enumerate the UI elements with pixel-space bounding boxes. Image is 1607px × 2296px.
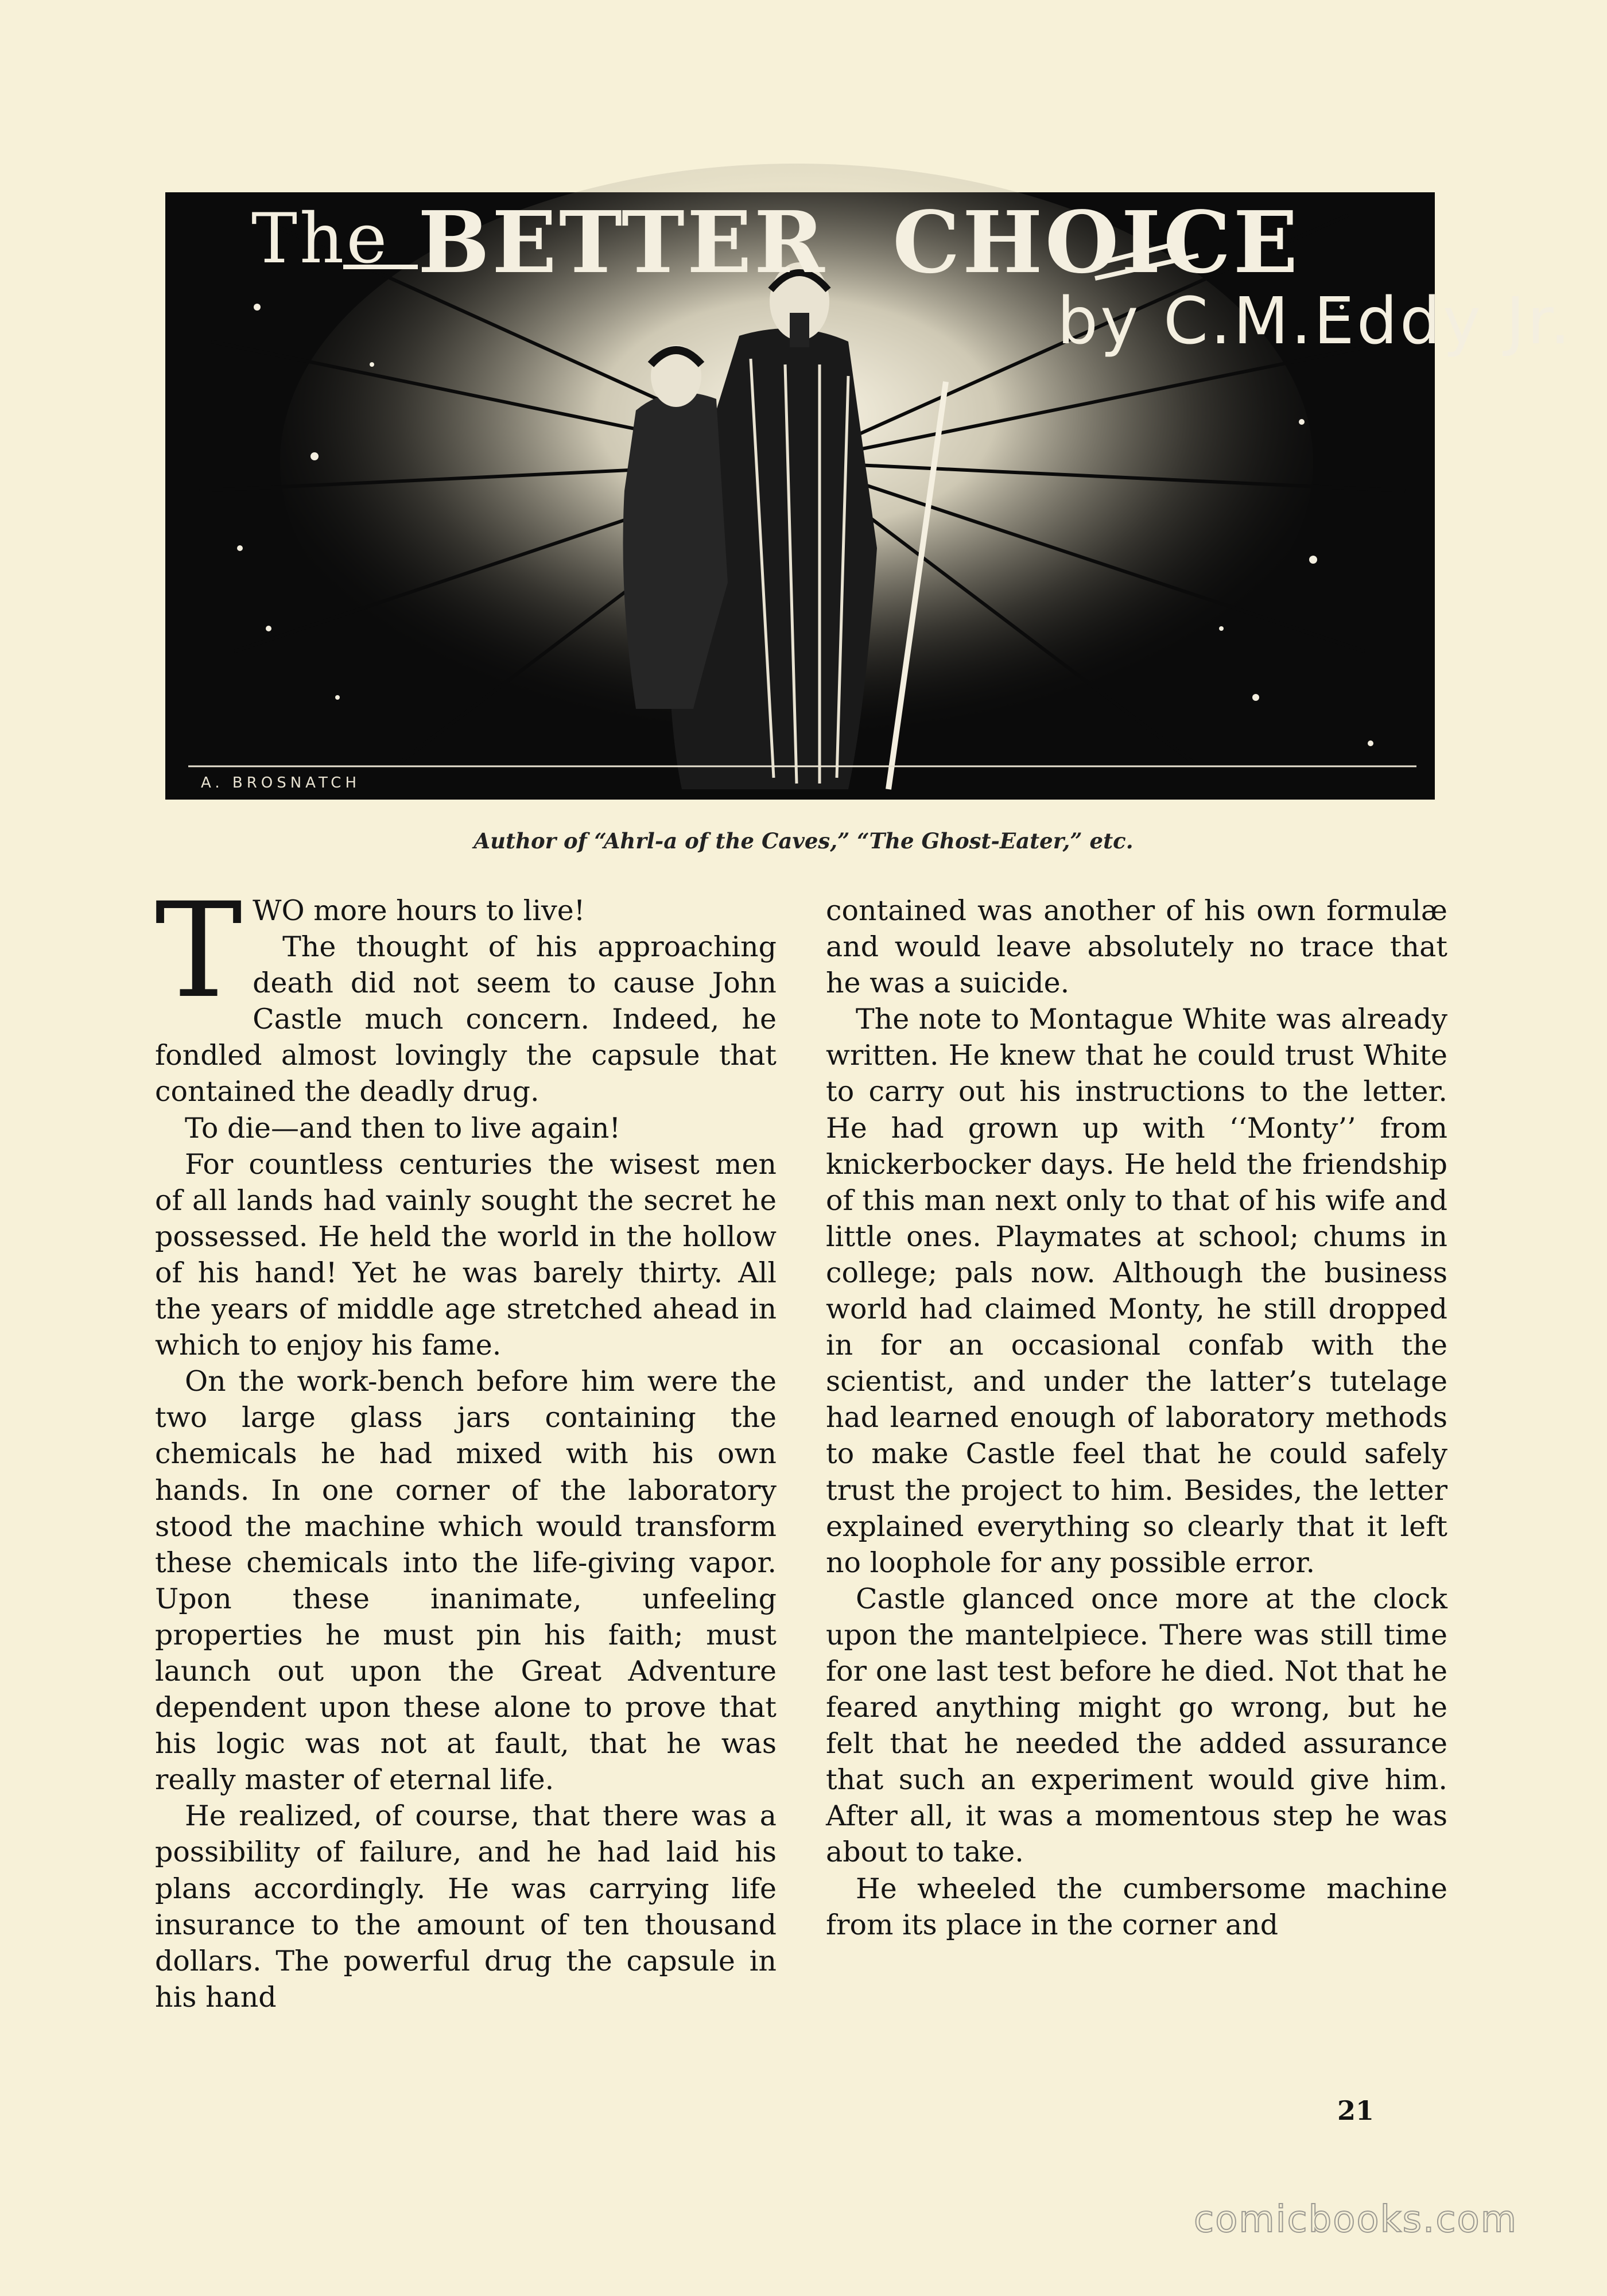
watermark: comicbooks.com — [1194, 2198, 1518, 2241]
right-column — [826, 893, 1447, 1943]
drop-cap: T — [155, 874, 243, 1027]
title-better: BETTER — [418, 192, 827, 292]
paragraph: He realized, of course, that there was a possibility of failure, and he had laid his plans accordingly. He was carrying life insurance to the amount of ten thousand dollars. The powerful drug the capsule in his hand — [155, 1799, 777, 2014]
author-caption: Author of “Ahrl-a of the Caves,” “The Ghost-Eater,” etc. — [473, 828, 1134, 854]
left-column — [155, 874, 777, 2015]
paragraph: The thought of his approaching death did not seem to cause John Castle much concern. Indeed, he fondled almost lovingly the capsule that contained the deadly drug. — [155, 930, 777, 1108]
title-choice: CHOICE — [892, 192, 1301, 292]
paragraph: WO more hours to live! — [253, 894, 585, 927]
byline: by C.M.Eddy Jr. — [1057, 284, 1573, 359]
paragraph: The note to Montague White was already written. He knew that he could trust White to carry out his instructions to the letter. He had grown up with ‘‘Monty’’ from knickerbocker days. He held the friendship of this man next only to that of his wife and little ones. Playmates at school; chums in college; pals now. Although the business world had claimed Monty, he still dropped in for an occasional confab with the scientist, and under the latter’s tutelage had learned enough of laboratory methods to make Castle feel that he could safely trust the project to him. Besides, the letter explained everything so clearly that it left no loophole for any possible error. — [826, 1003, 1447, 1579]
page-number: 21 — [1337, 2095, 1375, 2126]
paragraph: He wheeled the cumbersome machine from its place in the corner and — [826, 1872, 1447, 1941]
paragraph: contained was another of his own formulæ and would leave absolutely no trace that he was a suicide. — [826, 894, 1447, 1000]
paragraph: For countless centuries the wisest men of all lands had vainly sought the secret he possessed. He held the world in the hollow of his hand! Yet he was barely thirty. All the years of middle age stretched ahead in which to enjoy his fame. — [155, 1147, 777, 1362]
paragraph: On the work-bench before him were the two large glass jars containing the chemicals he had mixed with his own hands. In one corner of the laboratory stood the machine which would transform these chemicals into the life-giving vapor. Upon these inanimate, unfeeling properties he must pin his faith; must launch out upon the Great Adventure dependent upon these alone to prove that his logic was not at fault, that he was really master of eternal life. — [155, 1365, 777, 1797]
paragraph: Castle glanced once more at the clock upon the mantelpiece. There was still time for one last test before he died. Not that he feared anything might go wrong, but he felt that he needed the added assurance that such an experiment would give him. After all, it was a momentous step he was about to take. — [826, 1582, 1447, 1869]
artist-signature: A. BROSNATCH — [201, 774, 361, 792]
title-the: The — [251, 199, 390, 279]
paragraph: To die—and then to live again! — [185, 1111, 621, 1145]
header-illustration — [165, 192, 1573, 800]
